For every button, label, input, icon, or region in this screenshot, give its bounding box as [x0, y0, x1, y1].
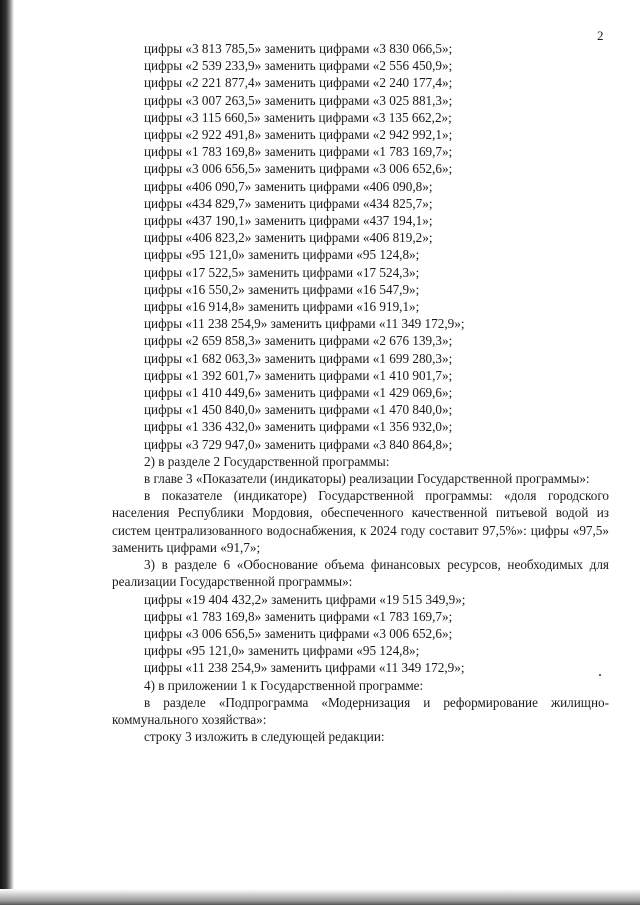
- replacement-line: цифры «1 783 169,8» заменить цифрами «1 783 169,7»;: [144, 608, 453, 624]
- page-number: 2: [597, 28, 604, 43]
- replacement-list-1: [112, 40, 609, 453]
- replacement-line: цифры «2 221 877,4» заменить цифрами «2 240 177,4»;: [144, 75, 453, 91]
- replacement-line: цифры «3 006 656,5» заменить цифрами «3 006 652,6»;: [144, 625, 453, 641]
- replacement-line: цифры «2 539 233,9» заменить цифрами «2 556 450,9»;: [144, 58, 453, 74]
- replacement-line: цифры «434 829,7» заменить цифрами «434 825,7»;: [144, 195, 433, 211]
- replacement-line: цифры «16 550,2» заменить цифрами «16 547,9»;: [144, 281, 420, 297]
- scan-shadow-left: [0, 0, 14, 905]
- replacement-line: цифры «1 410 449,6» заменить цифрами «1 429 069,6»;: [144, 385, 453, 401]
- replacement-line: цифры «1 682 063,3» заменить цифрами «1 699 280,3»;: [144, 350, 453, 366]
- item-4-row-instruction: строку 3 изложить в следующей редакции:: [144, 729, 385, 745]
- replacement-line: цифры «3 813 785,5» заменить цифрами «3 830 066,5»;: [144, 41, 453, 56]
- scan-shadow-bottom: [0, 889, 640, 905]
- replacement-line: цифры «19 404 432,2» заменить цифрами «19 515 349,9»;: [144, 591, 466, 607]
- replacement-line: цифры «17 522,5» заменить цифрами «17 524,3»;: [144, 264, 420, 280]
- replacement-line: цифры «406 090,7» заменить цифрами «406 090,8»;: [144, 178, 433, 194]
- replacement-line: цифры «1 392 601,7» заменить цифрами «1 410 901,7»;: [144, 367, 453, 383]
- item-2-indicator-paragraph: в показателе (индикаторе) Государственной программы: «доля городского населения Республики Мордовия, обеспеченного качественной питьевой водой из систем централизованного водоснабжения, к 2024 году составит 97,5%»: цифры «97,5» заменить цифрами «91,7»;: [112, 488, 609, 555]
- replacement-line: цифры «1 783 169,8» заменить цифрами «1 783 169,7»;: [144, 144, 453, 160]
- replacement-line: цифры «437 190,1» заменить цифрами «437 194,1»;: [144, 213, 433, 229]
- replacement-list-3: [112, 591, 609, 677]
- item-2-chapter-paragraph: в главе 3 «Показатели (индикаторы) реализации Государственной программы»:: [144, 471, 590, 487]
- document-body: [112, 40, 609, 745]
- replacement-line: цифры «11 238 254,9» заменить цифрами «11 349 172,9»;: [144, 660, 465, 676]
- item-3-heading: 3) в разделе 6 «Обоснование объема финансовых ресурсов, необходимых для реализации Государственной программы»:: [112, 557, 609, 590]
- replacement-line: цифры «3 729 947,0» заменить цифрами «3 840 864,8»;: [144, 436, 453, 452]
- replacement-line: цифры «1 450 840,0» заменить цифрами «1 470 840,0»;: [144, 402, 453, 418]
- replacement-line: цифры «406 823,2» заменить цифрами «406 819,2»;: [144, 230, 433, 246]
- replacement-line: цифры «95 121,0» заменить цифрами «95 124,8»;: [144, 247, 420, 263]
- replacement-line: цифры «1 336 432,0» заменить цифрами «1 356 932,0»;: [144, 419, 453, 435]
- item-2-heading: 2) в разделе 2 Государственной программы:: [144, 453, 390, 469]
- item-4-heading: 4) в приложении 1 к Государственной программе:: [144, 677, 424, 693]
- replacement-line: цифры «2 922 491,8» заменить цифрами «2 942 992,1»;: [144, 127, 453, 143]
- scan-speck: [599, 674, 601, 676]
- replacement-line: цифры «3 007 263,5» заменить цифрами «3 025 881,3»;: [144, 92, 453, 108]
- replacement-line: цифры «3 006 656,5» заменить цифрами «3 006 652,6»;: [144, 161, 453, 177]
- replacement-line: цифры «2 659 858,3» заменить цифрами «2 676 139,3»;: [144, 333, 453, 349]
- replacement-line: цифры «11 238 254,9» заменить цифрами «11 349 172,9»;: [144, 316, 465, 332]
- replacement-line: цифры «16 914,8» заменить цифрами «16 919,1»;: [144, 299, 420, 315]
- replacement-line: цифры «95 121,0» заменить цифрами «95 124,8»;: [144, 643, 420, 659]
- item-4-section-paragraph: в разделе «Подпрограмма «Модернизация и реформирование жилищно-коммунального хозяйства»:: [112, 694, 609, 727]
- replacement-line: цифры «3 115 660,5» заменить цифрами «3 135 662,2»;: [144, 109, 452, 125]
